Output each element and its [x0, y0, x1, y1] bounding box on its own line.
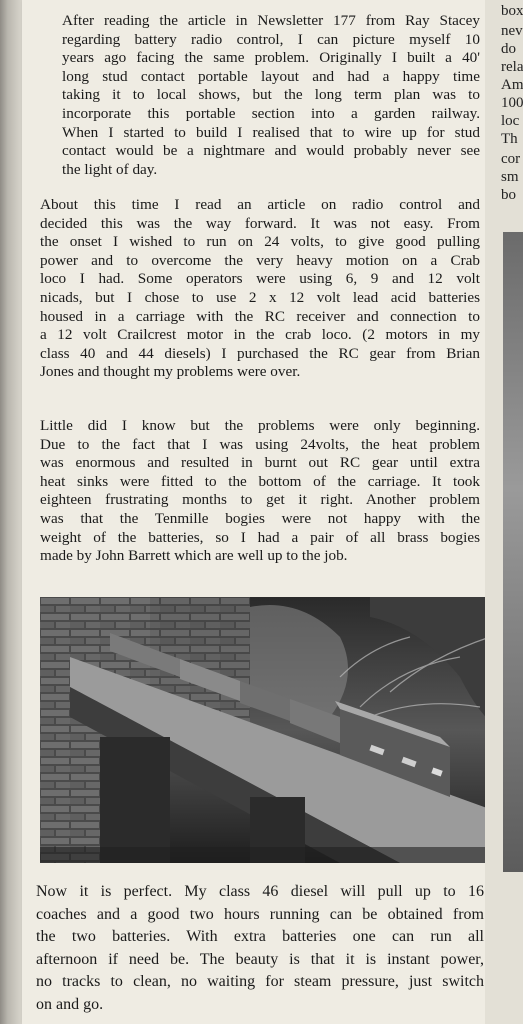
text-line: contact would be a nightmare and would probably never see [62, 142, 480, 160]
adjacent-text-fragment: rela [501, 59, 523, 75]
paragraph-1 [62, 12, 480, 179]
text-line: class 40 and 44 diesels) I purchased the RC gear from Brian [40, 344, 480, 362]
text-line: When I started to build I realised that to wire up for stud [62, 123, 480, 141]
text-line: no tracks to clean, no waiting for steam pressure, just switch [36, 973, 484, 991]
text-line: weight of the batteries, so I had a pair of all brass bogies [40, 528, 480, 546]
adjacent-text-fragment: box [501, 3, 523, 19]
adjacent-page [485, 0, 523, 1024]
text-line: Jones and thought my problems were over. [40, 363, 301, 381]
text-line: Now it is perfect. My class 46 diesel will pull up to 16 [36, 883, 484, 900]
text-line: nicads, but I chose to use 2 x 12 volt lead acid batteries [40, 288, 480, 306]
adjacent-text-fragment: cor [501, 151, 521, 167]
text-line: heat sinks were fitted to the bottom of the carriage. It took [40, 472, 480, 490]
text-line: on and go. [36, 995, 104, 1013]
text-line: taking it to local shows, but the long term plan was to [62, 86, 480, 104]
text-line: made by John Barrett which are well up to the job. [40, 547, 348, 565]
text-line: Little did I know but the problems were only beginning. [40, 417, 480, 434]
adjacent-photo-edge [503, 232, 523, 872]
adjacent-text-fragment: do [501, 41, 516, 57]
paragraph-4 [36, 881, 484, 1017]
text-line: loco I had. Some operators were using 6, 9 and 12 volt [40, 270, 480, 288]
text-line: coaches and a good two hours running can be obtained from [36, 905, 484, 923]
paragraph-3 [40, 417, 480, 566]
text-line: regarding battery radio control, I can picture myself 10 [62, 30, 480, 48]
adjacent-text-fragment: bo [501, 187, 516, 203]
text-line: After reading the article in Newsletter 177 from Ray Stacey [62, 12, 480, 29]
adjacent-text-fragment: loc [501, 113, 520, 129]
paragraph-2 [40, 196, 480, 382]
text-line: long stud contact portable layout and had a happy time [62, 67, 480, 85]
text-line: afternoon if need be. The beauty is that it is instant power, [36, 950, 484, 968]
adjacent-text-fragment: Am [501, 77, 523, 93]
adjacent-text-fragment: 100 [501, 95, 523, 111]
text-line: a 12 volt Crailcrest motor in the crab loco. (2 motors in my [40, 326, 480, 344]
text-line: eighteen frustrating months to get it right. Another problem [40, 491, 480, 509]
text-line: the two batteries. With extra batteries one can run all [36, 928, 484, 946]
text-line: power and to overcome the very heavy motion on a Crab [40, 251, 480, 269]
text-line: About this time I read an article on radio control and [40, 196, 480, 213]
text-line: the onset I wished to run on 24 volts, to give good pulling [40, 233, 480, 251]
adjacent-text-fragment: Th [501, 131, 518, 147]
train-photo [40, 597, 498, 863]
text-line: the light of day. [62, 160, 158, 178]
text-line: incorporate this portable section into a garden railway. [62, 104, 480, 122]
adjacent-text-fragment: nev [501, 23, 523, 39]
book-spine-shadow [0, 0, 22, 1024]
train-photo-illustration [40, 597, 498, 863]
text-line: housed in a carriage with the RC receiver and connection to [40, 307, 480, 325]
text-line: was enormous and resulted in burnt out RC gear until extra [40, 454, 480, 472]
text-line: was that the Tenmille bogies were not happy with the [40, 509, 480, 527]
text-line: decided this was the way forward. It was not easy. From [40, 214, 480, 232]
text-line: Due to the fact that I was using 24volts, the heat problem [40, 435, 480, 453]
text-line: years ago facing the same problem. Originally I built a 40' [62, 49, 480, 67]
adjacent-text-fragment: sm [501, 169, 519, 185]
